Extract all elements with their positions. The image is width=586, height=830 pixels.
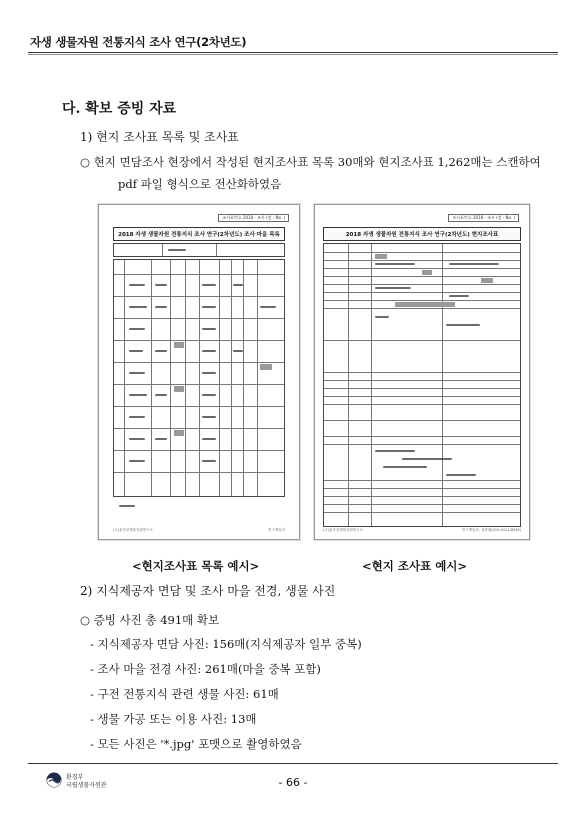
page-number: - 66 -	[278, 776, 308, 789]
form-number-tag: 조사표번호 2018 - 조사 (정 - No. )	[448, 214, 519, 222]
field-survey-form-image	[314, 204, 530, 540]
header-rule-secondary	[28, 54, 558, 55]
header-rule	[28, 52, 558, 53]
subsection-title-2: 2) 지식제공자 면담 및 조사 마을 전경, 생물 사진	[80, 584, 336, 598]
form-survey-table	[323, 243, 521, 527]
list-item: - 지식제공자 면담 사진: 156매(지식제공자 일부 중복)	[90, 637, 362, 651]
paragraph-line-1: ○ 현지 면담조사 현장에서 작성된 현지조사표 목록 30매와 현지조사표 1,262매는 스캔하여	[80, 155, 541, 169]
survey-list-form-image	[98, 204, 300, 540]
bullet-photo-total: ○ 증빙 사진 총 491매 확보	[80, 613, 220, 627]
paragraph-line-2: pdf 파일 형식으로 전산화하였음	[118, 177, 282, 191]
list-item: - 모든 사진은 '*.jpg' 포맷으로 촬영하였음	[90, 737, 302, 751]
form-footer-left: (주)솔루션생물자원연구소	[113, 528, 153, 532]
form-info-row	[113, 243, 285, 257]
section-title: 다. 확보 증빙 자료	[62, 101, 177, 117]
list-item: - 생물 가공 또는 이용 사진: 13매	[90, 712, 257, 726]
list-item: - 구전 전통지식 관련 생물 사진: 61매	[90, 687, 279, 701]
caption-survey-form: <현지 조사표 예시>	[362, 559, 468, 573]
page-header-title: 자생 생물자원 전통지식 조사 연구(2차년도)	[30, 35, 247, 49]
note-scribble	[119, 505, 135, 507]
form-footer-left: (주)솔루션생물자원연구소	[323, 528, 363, 532]
form-list-table	[113, 259, 285, 497]
form-title: 2018 자생 생물자원 전통지식 조사 연구(2차년도) 현지조사표	[323, 227, 521, 241]
org-line-1: 환경부	[66, 774, 84, 781]
caption-survey-list: <현지조사표 목록 예시>	[132, 559, 260, 573]
footer-rule	[28, 763, 558, 764]
org-line-2: 국립생물자원관	[66, 781, 107, 789]
form-footer-right: 연구책임자	[268, 528, 285, 532]
list-item: - 조사 마을 전경 사진: 261매(마을 중복 포함)	[90, 662, 321, 676]
form-footer-right: 연구책임자: 정종태(010-9411-8036)	[461, 528, 521, 532]
form-title: 2018 자생 생물자원 전통지식 조사 연구(2차년도) 조사 마을 목록	[113, 227, 285, 241]
subsection-title-1: 1) 현지 조사표 목록 및 조사표	[80, 130, 239, 144]
form-number-tag: 조사표번호 2018 - 조사 (정 - No. )	[218, 214, 289, 222]
